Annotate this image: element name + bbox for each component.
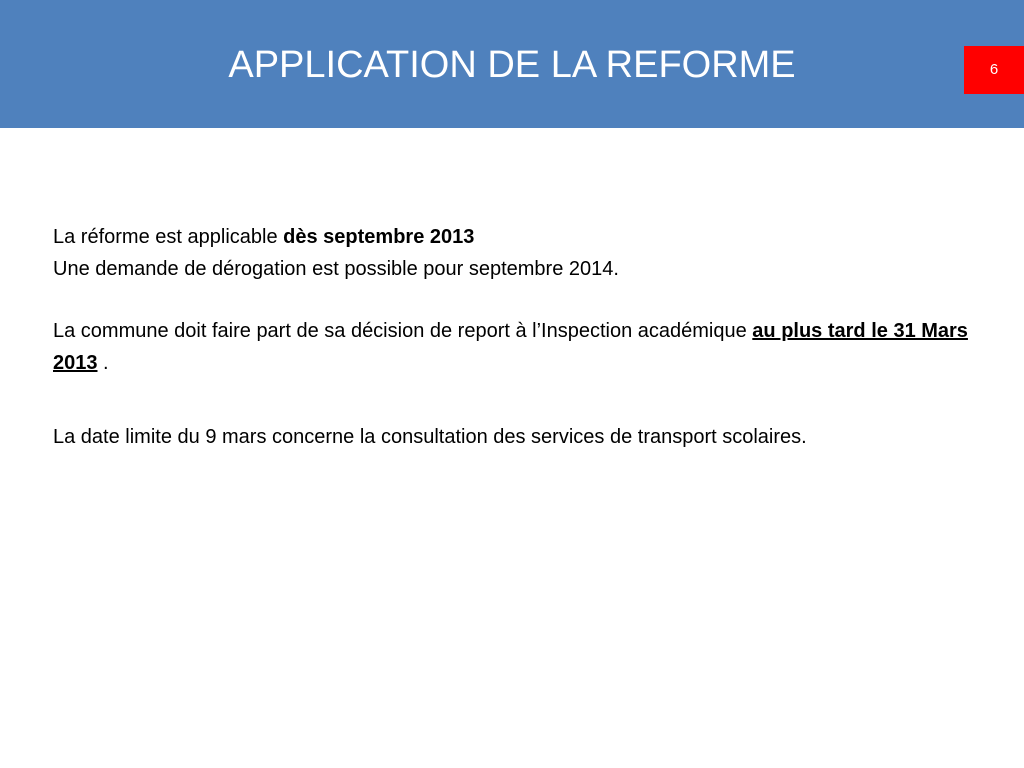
deadline-text: La commune doit faire part de sa décision de report à l’Inspection académique [53, 320, 753, 342]
paragraph-derogation: Une demande de dérogation est possible pour septembre 2014. [53, 258, 619, 280]
slide-title: APPLICATION DE LA REFORME [228, 44, 796, 86]
applicability-text: La réforme est applicable [53, 226, 284, 248]
deadline-date: au plus tard le 31 Mars 2013 [53, 320, 968, 374]
paragraph-deadline [53, 315, 973, 379]
paragraph-spacer [53, 285, 973, 315]
slide-body [53, 221, 973, 453]
paragraph-spacer [53, 379, 973, 421]
paragraph-transport: La date limite du 9 mars concerne la consultation des services de transport scolaires. [53, 426, 807, 448]
applicability-date: dès septembre 2013 [283, 226, 475, 248]
header-band [0, 0, 1024, 128]
paragraph-applicability [53, 221, 973, 253]
page-number-badge: 6 [964, 46, 1024, 94]
deadline-end: . [97, 352, 109, 374]
